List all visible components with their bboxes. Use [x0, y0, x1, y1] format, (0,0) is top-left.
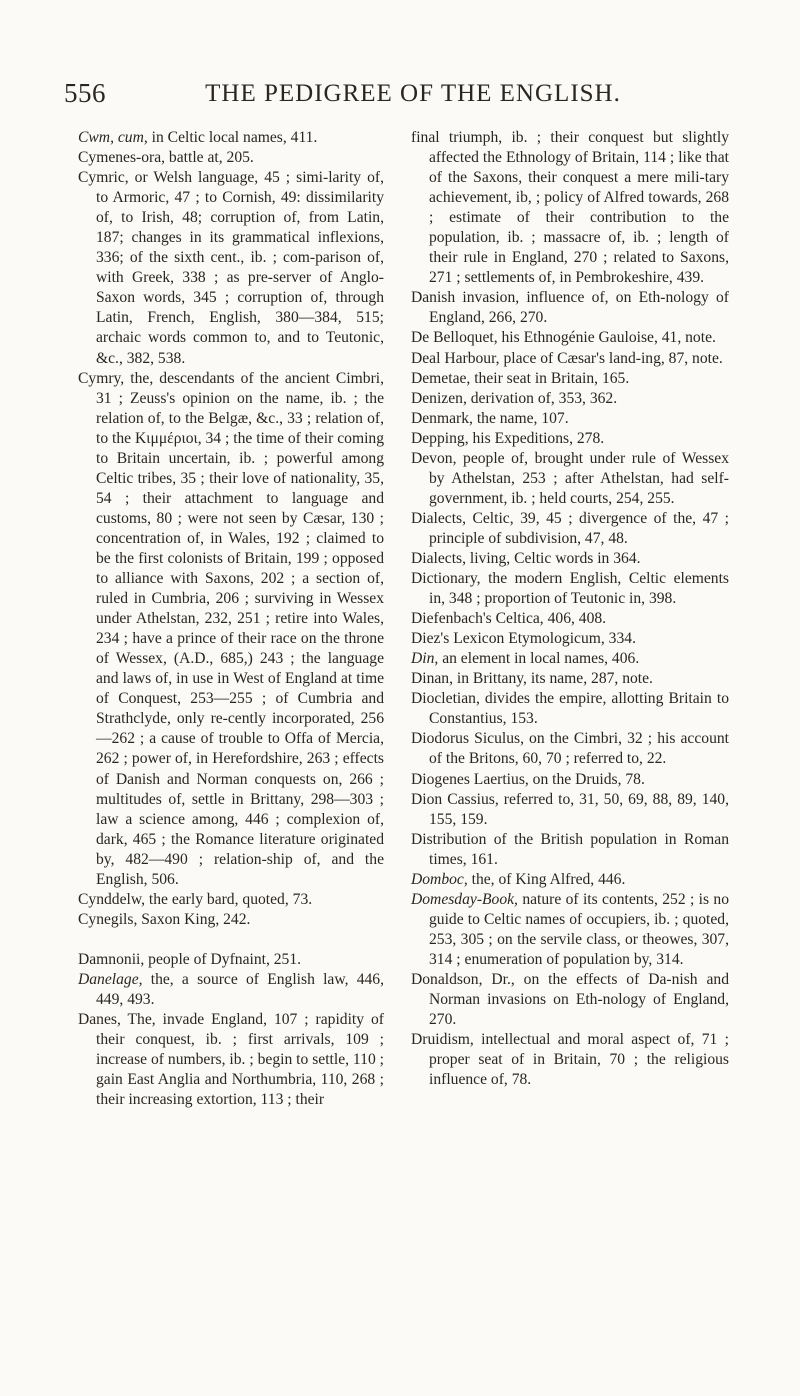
index-entry-text: Dion Cassius, referred to, 31, 50, 69, 88, 89, 140, 155, 159.: [411, 790, 729, 828]
index-entry: [78, 128, 384, 148]
index-entry: [411, 429, 729, 449]
index-entry: [411, 870, 729, 890]
index-entry-text: Damnonii, people of Dyfnaint, 251.: [78, 950, 302, 968]
index-entry: [411, 729, 729, 769]
index-entry: [78, 910, 384, 930]
index-entry: [411, 790, 729, 830]
index-entry: [411, 509, 729, 549]
page-number: 556: [64, 78, 106, 108]
index-entry-text: Distribution of the British population in Roman times, 161.: [411, 830, 729, 868]
index-headword: Domboc,: [411, 870, 468, 888]
index-entry-text: Diez's Lexicon Etymologicum, 334.: [411, 630, 636, 648]
index-entry-text: an element in local names, 406.: [438, 650, 640, 668]
index-entry: [411, 629, 729, 649]
index-entry: [411, 449, 729, 509]
index-entry: [411, 669, 729, 689]
index-entry-text: Dinan, in Brittany, its name, 287, note.: [411, 670, 653, 688]
index-headword: Domesday-Book,: [411, 890, 518, 908]
index-entry-text: nature of its contents, 252 ; is no guide to Celtic names of occupiers, ib. ; quoted, 253, 305 ; on the servile class, or theowes, 307, 314 ; enumeration of population by, 314.: [429, 890, 729, 968]
index-entry-text: Druidism, intellectual and moral aspect of, 71 ; proper seat of in Britain, 70 ; the religious influence of, 78.: [411, 1031, 729, 1089]
index-entry-text: Donaldson, Dr., on the effects of Da-nish and Norman invasions on Eth-nology of England, 270.: [411, 970, 729, 1029]
index-entry-text: Cynegils, Saxon King, 242.: [78, 910, 251, 928]
index-entry-text: Cymric, or Welsh language, 45 ; simi-larity of, to Armoric, 47 ; to Cornish, 49: dissimilarity of, to Irish, 48; corruption of, from Latin, 187; changes in its grammatical inflexions, 336; of the sixth cent., ib. ; com-parison of, with Greek, 338 ; as pre-server of Anglo-Saxon words, 345 ; corruption of, through Latin, French, English, 380—384, 515; archaic words common to, and to Teutonic, &c., 382, 538.: [78, 169, 384, 367]
index-entry-text: Cymenes-ora, battle at, 205.: [78, 149, 254, 167]
index-entry: [411, 970, 729, 1030]
index-entry-text: Cynddelw, the early bard, quoted, 73.: [78, 890, 313, 908]
index-entry-text: the, of King Alfred, 446.: [467, 870, 626, 888]
index-entry-text: in Celtic local names, 411.: [147, 129, 318, 146]
index-headword: Cwm, cum,: [78, 129, 148, 146]
index-entry-text: De Belloquet, his Ethnogénie Gauloise, 41, note.: [411, 329, 716, 347]
index-entry: [411, 609, 729, 629]
index-headword: Din,: [411, 650, 439, 668]
index-column-right: [411, 128, 729, 1090]
index-entry: [411, 549, 729, 569]
index-entry: [411, 328, 729, 348]
index-entry-text: Dialects, living, Celtic words in 364.: [411, 549, 641, 567]
index-entry: [78, 950, 384, 970]
index-entry: [411, 349, 729, 369]
index-entry: [411, 689, 729, 729]
index-entry: [78, 148, 384, 168]
index-entry-text: the, a source of English law, 446, 449, 493.: [96, 970, 384, 1008]
index-entry-text: final triumph, ib. ; their conquest but slightly affected the Ethnology of Britain, 114 ; like that of the Saxons, their conquest a mere mili-tary achievement, ib, ; policy of Alfred towards, 268 ; estimate of their contribution to the population, ib. ; massacre of, ib. ; length of their rule in England, 270 ; related to Saxons, 271 ; settlements of, in Pembrokeshire, 439.: [411, 129, 729, 287]
index-entry: [411, 128, 729, 288]
index-entry: [411, 288, 729, 328]
index-entry-text: Demetae, their seat in Britain, 165.: [411, 369, 630, 387]
index-entry: [78, 970, 384, 1010]
index-entry-text: Danish invasion, influence of, on Eth-nology of England, 266, 270.: [411, 289, 729, 327]
index-entry: [411, 369, 729, 389]
index-entry-text: Depping, his Expeditions, 278.: [411, 429, 605, 447]
index-entry-text: Denmark, the name, 107.: [411, 409, 569, 427]
page-header: [64, 78, 736, 110]
index-entry: [411, 1030, 729, 1090]
index-entry-text: Danes, The, invade England, 107 ; rapidity of their conquest, ib. ; first arrivals, 109 ; increase of numbers, ib. ; begin to settle, 110 ; gain East Anglia and Northumbria, 110, 268 ; their increasing extortion, 113 ; their: [78, 1011, 384, 1109]
index-entry: [411, 890, 729, 970]
index-entry-text: Denizen, derivation of, 353, 362.: [411, 389, 618, 407]
index-entry-text: Dictionary, the modern English, Celtic elements in, 348 ; proportion of Teutonic in, 398.: [411, 570, 729, 608]
index-entry-text: Cymry, the, descendants of the ancient Cimbri, 31 ; Zeuss's opinion on the name, ib. ; the relation of, to the Belgæ, &c., 33 ; relation of, to the Κιμμέριοι, 34 ; the time of their coming to Britain uncertain, ib. ; powerful among Celtic tribes, 35 ; their love of nationality, 35, 54 ; their attachment to language and customs, 80 ; were not seen by Cæsar, 130 ; concentration of, in Wales, 192 ; claimed to be the first colonists of Britain, 199 ; opposed to alliance with Saxons, 202 ; a section of, ruled in Cumbria, 206 ; surviving in Wessex under Athelstan, 232, 251 ; retire into Wales, 234 ; have a prince of their race on the throne of Wessex, (A.D., 685,) 243 ; the language and laws of, in use in West of England at time of Conquest, 253—255 ; of Cumbria and Strathclyde, only re-cently incorporated, 256—262 ; a cause of trouble to Offa of Mercia, 262 ; power of, in Herefordshire, 263 ; effects of Danish and Norman conquests on, 266 ; multitudes of, settle in Brittany, 298—303 ; law a science among, 446 ; complexion of, dark, 465 ; the Romance literature originated by, 482—490 ; relation-ship of, and the English, 506.: [78, 369, 384, 888]
index-entry-text: Dialects, Celtic, 39, 45 ; divergence of the, 47 ; principle of subdivision, 47, 48.: [411, 509, 729, 547]
index-entry-text: Diodorus Siculus, on the Cimbri, 32 ; his account of the Britons, 60, 70 ; referred to, 22.: [411, 730, 729, 768]
index-entry-text: Diogenes Laertius, on the Druids, 78.: [411, 770, 645, 788]
index-entry: [78, 369, 384, 890]
index-entry: [411, 770, 729, 790]
index-entry: [78, 168, 384, 368]
index-entry-text: Deal Harbour, place of Cæsar's land-ing, 87, note.: [411, 349, 723, 367]
index-entry: [411, 569, 729, 609]
index-entry: [411, 830, 729, 870]
index-entry-text: Diocletian, divides the empire, allotting Britain to Constantius, 153.: [411, 690, 729, 728]
index-entry-text: Devon, people of, brought under rule of Wessex by Athelstan, 253 ; after Athelstan, had self-government, ib. ; held courts, 254, 255.: [411, 449, 729, 507]
index-entry: [411, 389, 729, 409]
running-head: THE PEDIGREE OF THE ENGLISH.: [205, 80, 621, 107]
index-column-left: [78, 128, 384, 1110]
index-entry: [78, 1010, 384, 1110]
index-entry: [411, 409, 729, 429]
index-entry-text: Diefenbach's Celtica, 406, 408.: [411, 610, 607, 628]
index-entry: [78, 890, 384, 910]
index-entry: [411, 649, 729, 669]
index-headword: Danelage,: [78, 970, 143, 988]
